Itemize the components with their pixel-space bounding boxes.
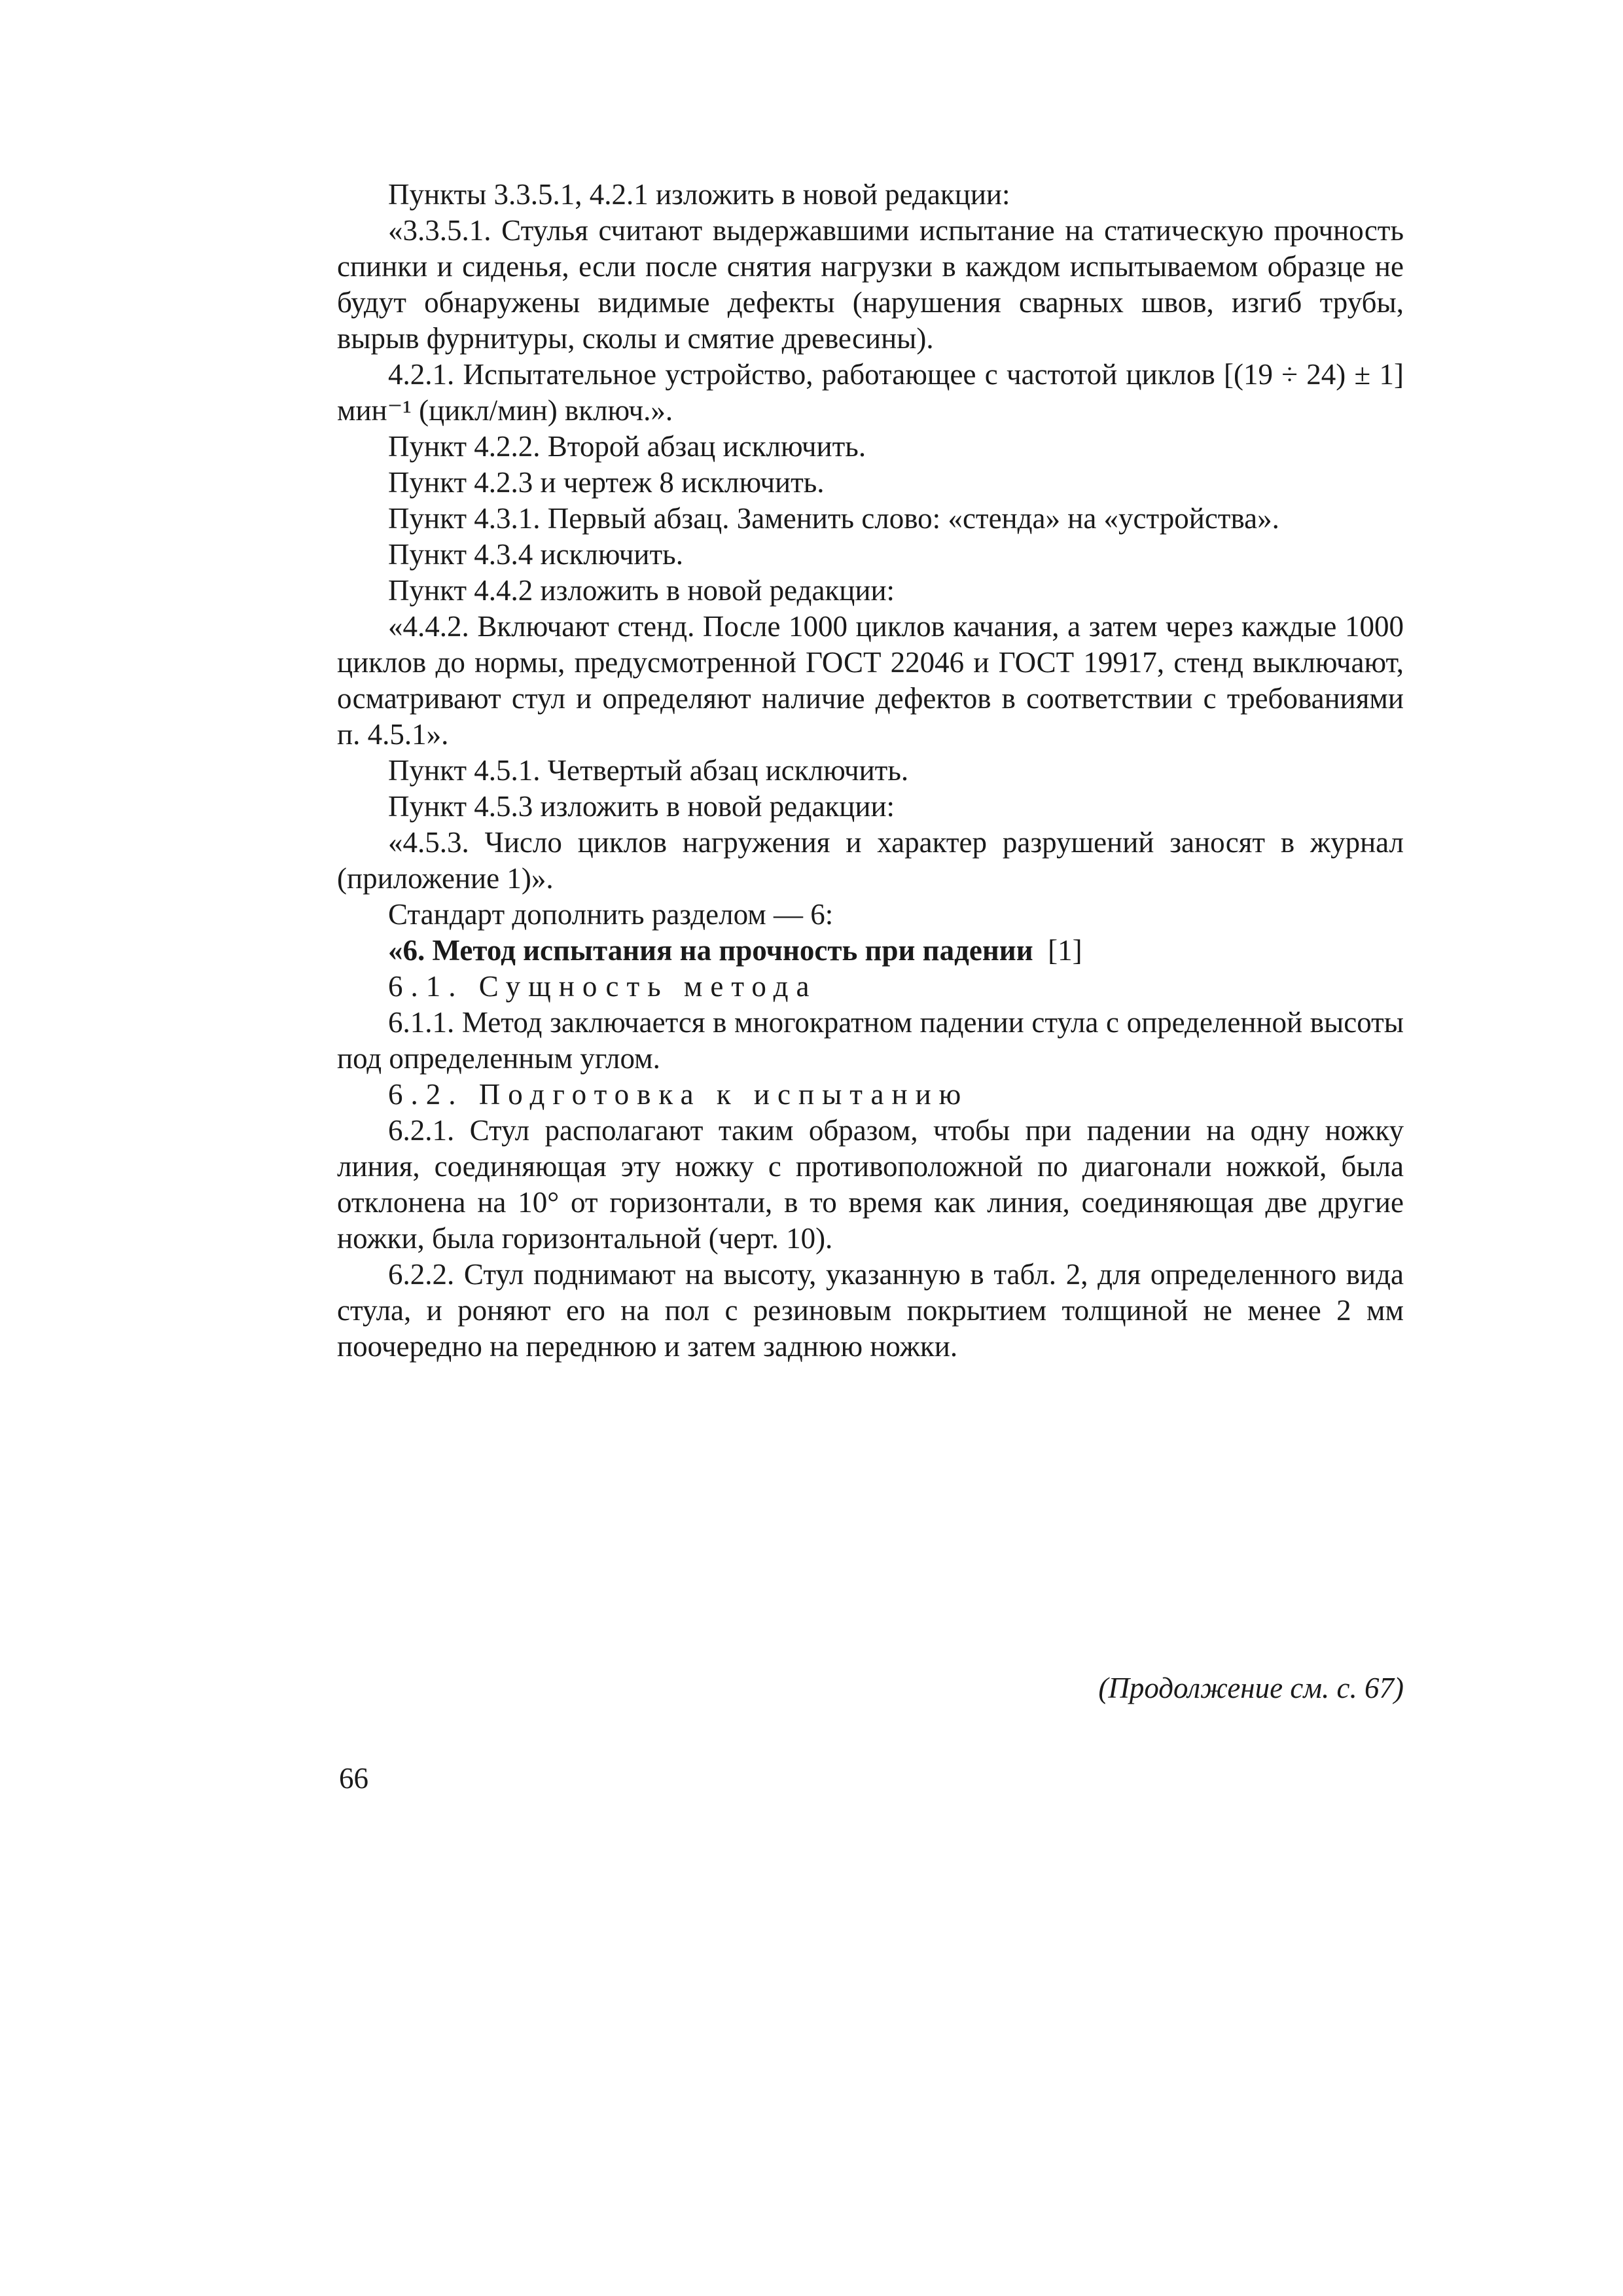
- paragraph-4-2-2: Пункт 4.2.2. Второй абзац исключить.: [388, 430, 866, 463]
- continuation-note: (Продолжение см. с. 67): [1098, 1672, 1404, 1704]
- page-number: 66: [339, 1762, 368, 1795]
- subsection-6-1-heading: 6.1. Сущность метода: [388, 970, 817, 1003]
- document-body: [337, 177, 1404, 1365]
- paragraph-intro: Пункты 3.3.5.1, 4.2.1 изложить в новой редакции:: [388, 178, 1010, 211]
- paragraph-6-2-1: 6.2.1. Стул располагают таким образом, чтобы при падении на одну ножку линия, соединяющая эту ножку с противоположной по диагонали ножкой, была отклонена на 10° от горизонтали, в то время как линия, соединяющая две другие ножки, была горизонтальной (черт. 10).: [337, 1114, 1404, 1255]
- section-6-heading-ref: [1]: [1048, 934, 1082, 967]
- paragraph-6-2-2: 6.2.2. Стул поднимают на высоту, указанную в табл. 2, для определенного вида стула, и роняют его на пол с резиновым покрытием толщиной не менее 2 мм поочередно на переднюю и затем заднюю ножки.: [337, 1258, 1404, 1363]
- paragraph-4-5-3-intro: Пункт 4.5.3 изложить в новой редакции:: [388, 790, 895, 823]
- paragraph-section-6-intro: Стандарт дополнить разделом — 6:: [388, 898, 834, 931]
- subsection-6-2-heading: 6.2. Подготовка к испытанию: [388, 1078, 969, 1111]
- paragraph-4-4-2-intro: Пункт 4.4.2 изложить в новой редакции:: [388, 574, 895, 607]
- paragraph-4-2-1: 4.2.1. Испытательное устройство, работающее с частотой циклов [(19 ÷ 24) ± 1] мин⁻¹ (цикл/мин) включ.».: [337, 358, 1404, 427]
- paragraph-6-1-1: 6.1.1. Метод заключается в многократном падении стула с определенной высоты под определенным углом.: [337, 1006, 1404, 1075]
- paragraph-4-3-1: Пункт 4.3.1. Первый абзац. Заменить слово: «стенда» на «устройства».: [388, 502, 1279, 535]
- paragraph-4-4-2: «4.4.2. Включают стенд. После 1000 циклов качания, а затем через каждые 1000 циклов до нормы, предусмотренной ГОСТ 22046 и ГОСТ 19917, стенд выключают, осматривают стул и определяют наличие дефектов в соответствии с требованиями п. 4.5.1».: [337, 610, 1404, 751]
- paragraph-3-3-5-1: «3.3.5.1. Стулья считают выдержавшими испытание на статическую прочность спинки и сиденья, если после снятия нагрузки в каждом испытываемом образце не будут обнаружены видимые дефекты (нарушения сварных швов, изгиб трубы, вырыв фурнитуры, сколы и смятие древесины).: [337, 214, 1404, 355]
- paragraph-4-5-1: Пункт 4.5.1. Четвертый абзац исключить.: [388, 754, 909, 787]
- paragraph-4-2-3: Пункт 4.2.3 и чертеж 8 исключить.: [388, 466, 825, 499]
- section-6-heading-title: «6. Метод испытания на прочность при падении: [388, 934, 1033, 967]
- section-6-heading: [337, 933, 1404, 969]
- paragraph-4-5-3: «4.5.3. Число циклов нагружения и характер разрушений заносят в журнал (приложение 1)».: [337, 826, 1404, 895]
- paragraph-4-3-4: Пункт 4.3.4 исключить.: [388, 538, 683, 571]
